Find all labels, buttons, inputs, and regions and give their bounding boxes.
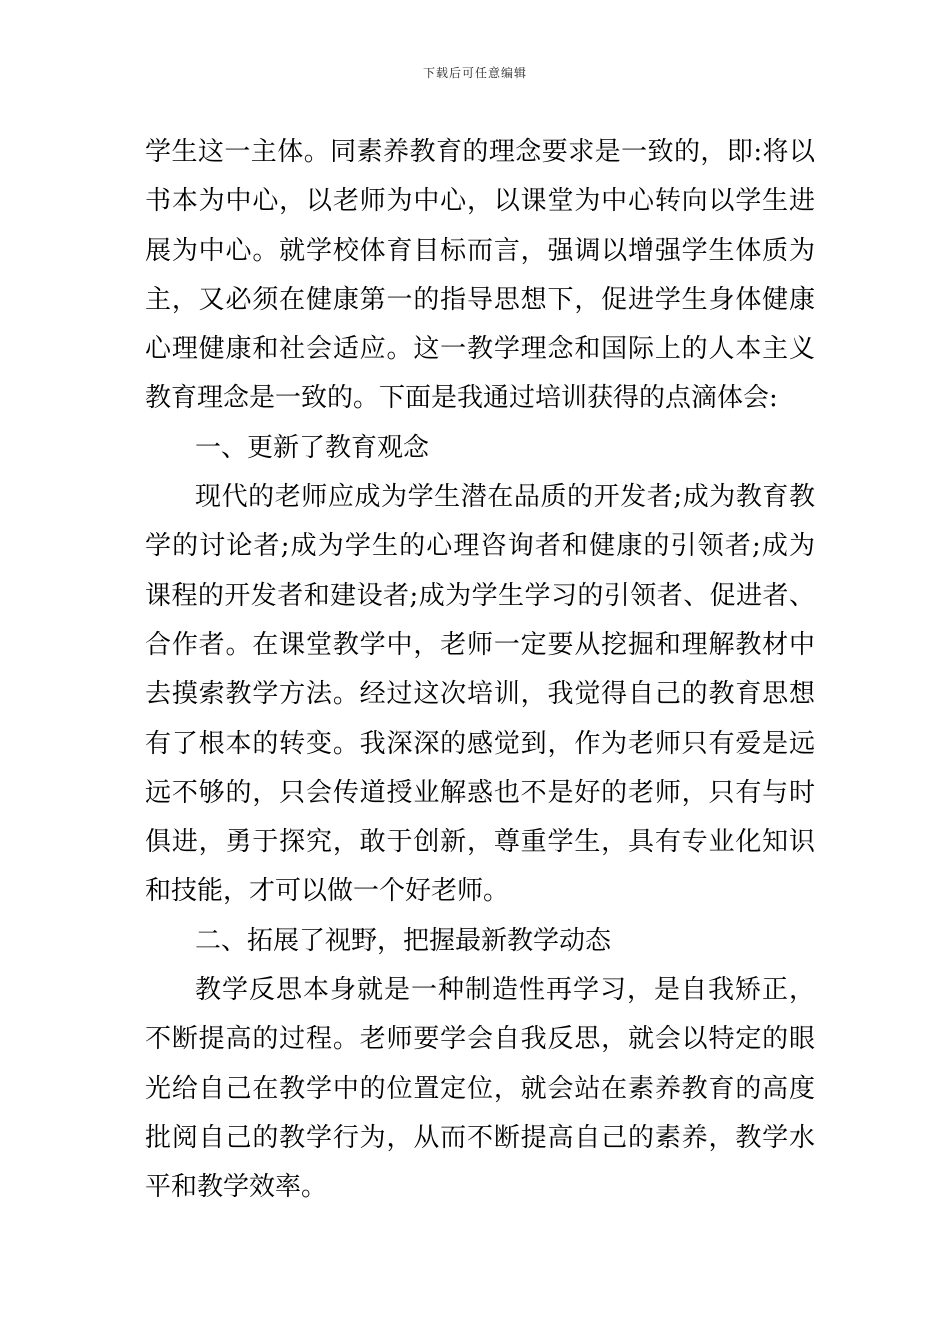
text-line: 有了根本的转变。我深深的感觉到，作为老师只有爱是远	[145, 728, 815, 759]
text-line: 去摸索教学方法。经过这次培训，我觉得自己的教育思想	[145, 679, 815, 710]
text-line: 教育理念是一致的。下面是我通过培训获得的点滴体会:	[145, 383, 778, 414]
text-line: 心理健康和社会适应。这一教学理念和国际上的人本主义	[145, 334, 815, 365]
text-line: 学的讨论者;成为学生的心理咨询者和健康的引领者;成为	[145, 531, 815, 562]
text-line: 不断提高的过程。老师要学会自我反思，就会以特定的眼	[145, 1024, 815, 1055]
text-line: 俱进，勇于探究，敢于创新，尊重学生，具有专业化知识	[145, 827, 815, 858]
text-line: 课程的开发者和建设者;成为学生学习的引领者、促进者、	[145, 580, 815, 611]
text-line: 展为中心。就学校体育目标而言，强调以增强学生体质为	[145, 235, 815, 266]
text-line: 现代的老师应成为学生潜在品质的开发者;成为教育教	[195, 482, 815, 513]
text-line: 书本为中心，以老师为中心，以课堂为中心转向以学生进	[145, 186, 815, 217]
text-line: 合作者。在课堂教学中，老师一定要从挖掘和理解教材中	[145, 629, 815, 660]
text-line: 和技能，才可以做一个好老师。	[145, 876, 510, 907]
section-heading: 二、拓展了视野，把握最新教学动态	[195, 925, 612, 956]
page-header-note: 下载后可任意编辑	[422, 66, 527, 80]
text-line: 光给自己在教学中的位置定位，就会站在素养教育的高度	[145, 1073, 815, 1104]
text-line: 学生这一主体。同素养教育的理念要求是一致的，即:将以	[145, 137, 815, 167]
text-line: 平和教学效率。	[145, 1172, 328, 1203]
text-line: 主，又必须在健康第一的指导思想下，促进学生身体健康	[145, 284, 815, 315]
section-heading: 一、更新了教育观念	[195, 432, 430, 463]
document-body	[145, 130, 815, 1215]
text-line: 批阅自己的教学行为，从而不断提高自己的素养，教学水	[145, 1122, 815, 1153]
text-line: 教学反思本身就是一种制造性再学习，是自我矫正，	[195, 975, 815, 1006]
text-line: 远不够的，只会传道授业解惑也不是好的老师，只有与时	[145, 777, 815, 808]
